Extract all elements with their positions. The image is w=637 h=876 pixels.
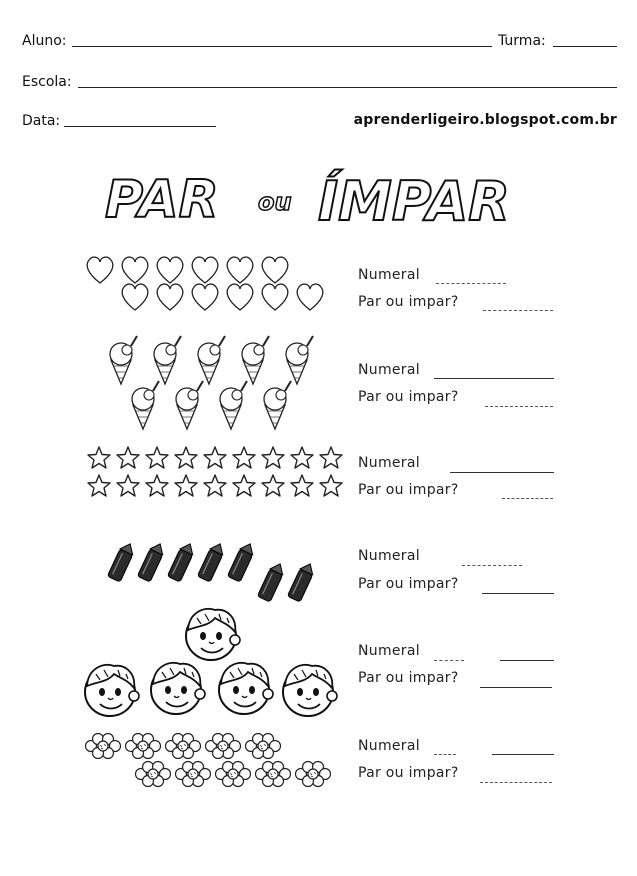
flower-icon (126, 734, 161, 759)
q2-numeral-label: Numeral (358, 362, 420, 378)
q4-parity-answer[interactable] (482, 593, 554, 594)
q1-numeral-answer[interactable] (436, 283, 506, 284)
q6-numeral-label: Numeral (358, 738, 420, 754)
q5-numeral-label: Numeral (358, 643, 420, 659)
q4-numeral-label: Numeral (358, 548, 420, 564)
star-icon (117, 447, 139, 468)
data-line[interactable] (64, 126, 216, 127)
turma-label: Turma: (498, 33, 546, 49)
q6-parity-answer[interactable] (480, 782, 552, 783)
ice-cream-icon (242, 336, 269, 384)
title-impar: ÍMPAR (318, 170, 510, 232)
flower-icon (256, 762, 291, 787)
star-icon (175, 447, 197, 468)
ice-cream-icon (220, 381, 247, 429)
flower-icon (246, 734, 281, 759)
heart-icon (192, 284, 218, 310)
title-ou: ou (258, 188, 292, 216)
q4-numeral-answer[interactable] (462, 565, 522, 566)
boy-face-icon (186, 609, 240, 660)
q3-parity-label: Par ou impar? (358, 482, 459, 498)
star-icon (291, 475, 313, 496)
q5-numeral-answer-b[interactable] (500, 660, 554, 661)
boy-face-icon (283, 665, 337, 716)
q1-parity-answer[interactable] (483, 310, 553, 311)
q3-parity-answer[interactable] (502, 498, 553, 499)
heart-icon (157, 257, 183, 283)
pencil-icon (137, 541, 166, 582)
heart-icon (262, 257, 288, 283)
q2-parity-answer[interactable] (485, 406, 553, 407)
flower-icon (176, 762, 211, 787)
pencil-icon (167, 541, 196, 582)
heart-icon (87, 257, 113, 283)
heart-icon (122, 257, 148, 283)
escola-label: Escola: (22, 74, 72, 90)
star-icon (291, 447, 313, 468)
pencils-group (110, 535, 320, 605)
ice-cream-icon (110, 336, 137, 384)
turma-line[interactable] (553, 46, 617, 47)
pencil-icon (107, 541, 136, 582)
star-icon (233, 447, 255, 468)
flower-icon (216, 762, 251, 787)
heart-icon (297, 284, 323, 310)
escola-line[interactable] (78, 87, 617, 88)
q6-numeral-answer-b[interactable] (492, 754, 554, 755)
flower-icon (296, 762, 331, 787)
pencil-icon (257, 561, 286, 602)
site-url: aprenderligeiro.blogspot.com.br (353, 112, 617, 128)
flower-icon (166, 734, 201, 759)
q5-numeral-answer-a[interactable] (434, 660, 464, 661)
heart-icon (227, 257, 253, 283)
star-icon (320, 475, 342, 496)
flower-icon (136, 762, 171, 787)
boy-face-icon (151, 663, 205, 714)
ice-cream-icon (198, 336, 225, 384)
ice-cream-icon (264, 381, 291, 429)
q5-parity-label: Par ou impar? (358, 670, 459, 686)
q3-numeral-label: Numeral (358, 455, 420, 471)
q1-parity-label: Par ou impar? (358, 294, 459, 310)
star-icon (262, 447, 284, 468)
q6-parity-label: Par ou impar? (358, 765, 459, 781)
star-icon (117, 475, 139, 496)
star-icon (88, 475, 110, 496)
ice-cream-icon (176, 381, 203, 429)
boy-face-icon (85, 665, 139, 716)
heart-icon (122, 284, 148, 310)
star-icon (262, 475, 284, 496)
flowers-group (86, 733, 336, 793)
data-label: Data: (22, 113, 61, 129)
ice-cream-icon (154, 336, 181, 384)
worksheet-title (100, 162, 550, 232)
aluno-line[interactable] (72, 46, 492, 47)
pencil-icon (197, 541, 226, 582)
q1-numeral-label: Numeral (358, 267, 420, 283)
star-icon (146, 475, 168, 496)
faces-group (82, 604, 352, 724)
heart-icon (192, 257, 218, 283)
stars-group (88, 447, 328, 502)
flower-icon (86, 734, 121, 759)
star-icon (204, 475, 226, 496)
star-icon (146, 447, 168, 468)
hearts-group (85, 255, 335, 315)
star-icon (233, 475, 255, 496)
q6-numeral-answer-a[interactable] (434, 754, 456, 755)
heart-icon (262, 284, 288, 310)
ice-cream-icon (132, 381, 159, 429)
pencil-icon (287, 561, 316, 602)
star-icon (320, 447, 342, 468)
q5-parity-answer[interactable] (480, 687, 552, 688)
ice-cream-icon (286, 336, 313, 384)
heart-icon (157, 284, 183, 310)
q3-numeral-answer[interactable] (450, 472, 554, 473)
title-par: PAR (105, 170, 219, 230)
pencil-icon (227, 541, 256, 582)
star-icon (88, 447, 110, 468)
star-icon (175, 475, 197, 496)
boy-face-icon (219, 663, 273, 714)
q2-parity-label: Par ou impar? (358, 389, 459, 405)
star-icon (204, 447, 226, 468)
q4-parity-label: Par ou impar? (358, 576, 459, 592)
q2-numeral-answer[interactable] (434, 378, 554, 379)
aluno-label: Aluno: (22, 33, 67, 49)
flower-icon (206, 734, 241, 759)
heart-icon (227, 284, 253, 310)
ice-creams-group (105, 335, 325, 435)
